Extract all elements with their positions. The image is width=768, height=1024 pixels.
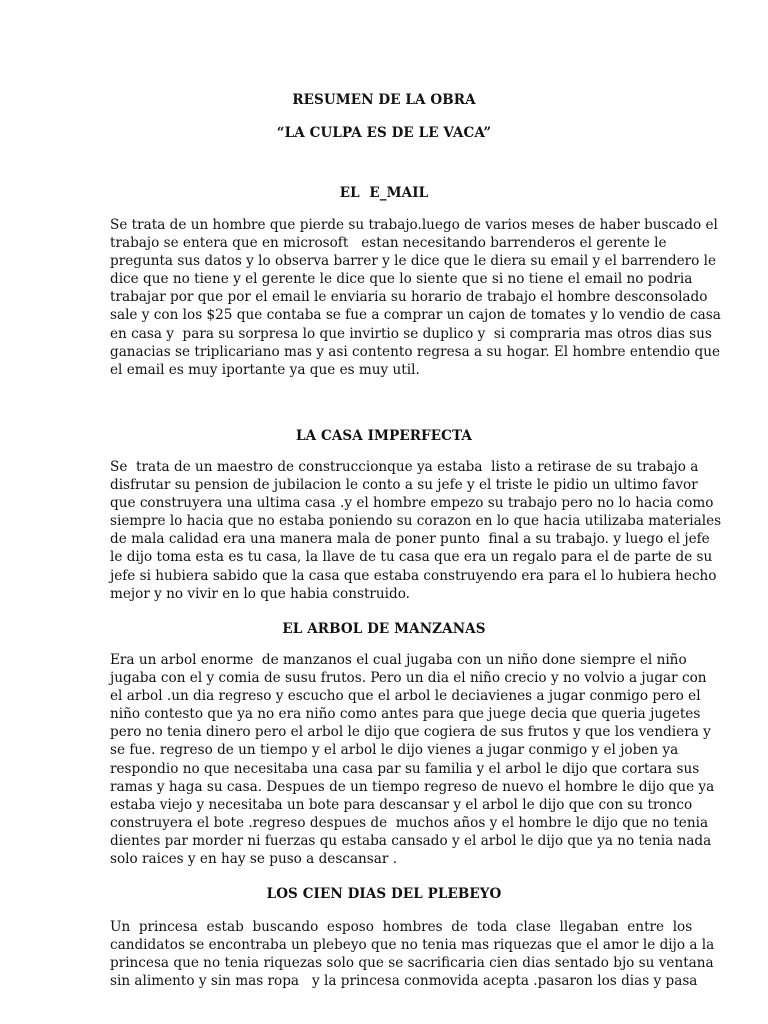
document-subtitle: “LA CULPA ES DE LE VACA” bbox=[276, 125, 492, 141]
text-line: solo raices y en hay se puso a descansar . bbox=[110, 851, 398, 868]
text-line: ganacias se triplicariano mas y asi contento regresa a su hogar. El hombre entendio que bbox=[110, 343, 720, 360]
text-line: pregunta sus datos y lo observa barrer y le dice que le diera su email y el barrendero le bbox=[110, 253, 717, 270]
text-line: Un princesa estab buscando esposo hombres de toda clase llegaban entre los bbox=[110, 919, 693, 935]
section-body-cien-dias bbox=[110, 918, 715, 990]
text-line: mejor y no vivir en lo que habia construido. bbox=[110, 585, 410, 602]
text-line: dice que no tiene y el gerente le dice que lo siente que si no tiene el email no podria bbox=[110, 271, 693, 288]
text-line: de mala calidad era una manera mala de poner punto final a su trabajo. y luego el jefe bbox=[110, 531, 710, 548]
text-line: dientes par morder ni fuerzas qu estaba cansado y el arbol le dijo que ya no tenia nada bbox=[110, 832, 712, 849]
text-line: pero no tenia dinero pero el arbol le dijo que cogiera de sus frutos y que los vendiera y bbox=[110, 724, 711, 741]
section-heading-arbol-manzanas: EL ARBOL DE MANZANAS bbox=[282, 621, 486, 637]
text-line: candidatos se encontraba un plebeyo que no tenia mas riquezas que el amor le dijo a la bbox=[110, 937, 715, 954]
section-body-casa-imperfecta bbox=[110, 458, 722, 603]
text-line: jefe si hubiera sabido que la casa que estaba construyendo era para el lo hubiera hecho bbox=[110, 567, 717, 584]
text-line: sin alimento y sin mas ropa y la princesa conmovida acepta .pasaron los dias y pasa bbox=[110, 973, 698, 990]
text-line: disfrutar su pension de jubilacion le conto a su jefe y el triste le pidio un ultimo favor bbox=[110, 477, 698, 494]
section-heading-email: EL E_MAIL bbox=[339, 185, 429, 201]
text-line: trabajar por que por el email le enviaria su horario de trabajo el hombre desconsolado bbox=[110, 289, 708, 306]
text-line: estaba viejo y necesitaba un bote para descansar y el arbol le dijo que con su tronco bbox=[110, 796, 693, 813]
text-line: se fue. regreso de un tiempo y el arbol le dijo vienes a jugar conmigo y el joben ya bbox=[110, 742, 679, 759]
text-line: el arbol .un dia regreso y escucho que el arbol le deciavienes a jugar conmigo pero el bbox=[110, 688, 701, 705]
document-title: RESUMEN DE LA OBRA bbox=[292, 92, 476, 108]
section-heading-casa-imperfecta: LA CASA IMPERFECTA bbox=[296, 428, 472, 444]
text-line: le dijo toma esta es tu casa, la llave de tu casa que era un regalo para el de parte de su bbox=[110, 549, 713, 566]
text-line: sale y con los $25 que contaba se fue a comprar un cajon de tomates y lo vendio de casa bbox=[110, 307, 721, 324]
section-body-email bbox=[110, 216, 721, 379]
text-line: en casa y para su sorpresa lo que invirtio se duplico y si compraria mas otros dias sus bbox=[110, 325, 712, 342]
text-line: niño contesto que ya no era niño como antes para que juege decia que queria jugetes bbox=[110, 706, 701, 723]
text-line: que construyera una ultima casa .y el hombre empezo su trabajo pero no lo hacia como bbox=[110, 495, 714, 512]
text-line: respondio no que necesitaba una casa par su familia y el arbol le dijo que cortara sus bbox=[110, 760, 700, 777]
section-body-arbol-manzanas bbox=[110, 651, 715, 868]
text-line: Se trata de un maestro de construccionque ya estaba listo a retirase de su trabajo a bbox=[110, 459, 699, 475]
text-line: siempre lo hacia que no estaba poniendo su corazon en lo que hacia utilizaba materiales bbox=[110, 513, 722, 530]
text-line: trabajo se entera que en microsoft estan necesitando barrenderos el gerente le bbox=[110, 235, 667, 252]
text-line: princesa que no tenia riquezas solo que se sacrificaria cien dias sentado bjo su ventana bbox=[110, 955, 714, 972]
text-line: Era un arbol enorme de manzanos el cual jugaba con un niño done siempre el niño bbox=[110, 652, 687, 668]
section-heading-cien-dias: LOS CIEN DIAS DEL PLEBEYO bbox=[266, 886, 502, 902]
text-line: Se trata de un hombre que pierde su trabajo.luego de varios meses de haber buscado el bbox=[110, 217, 718, 233]
text-line: el email es muy iportante ya que es muy util. bbox=[110, 361, 420, 378]
text-line: jugaba con el y comia de susu frutos. Pero un dia el niño crecio y no volvio a jugar con bbox=[110, 670, 707, 687]
text-line: construyera el bote .regreso despues de muchos años y el hombre le dijo que no tenia bbox=[110, 814, 709, 831]
text-line: ramas y haga su casa. Despues de un tiempo regreso de nuevo el hombre le dijo que ya bbox=[110, 778, 715, 795]
